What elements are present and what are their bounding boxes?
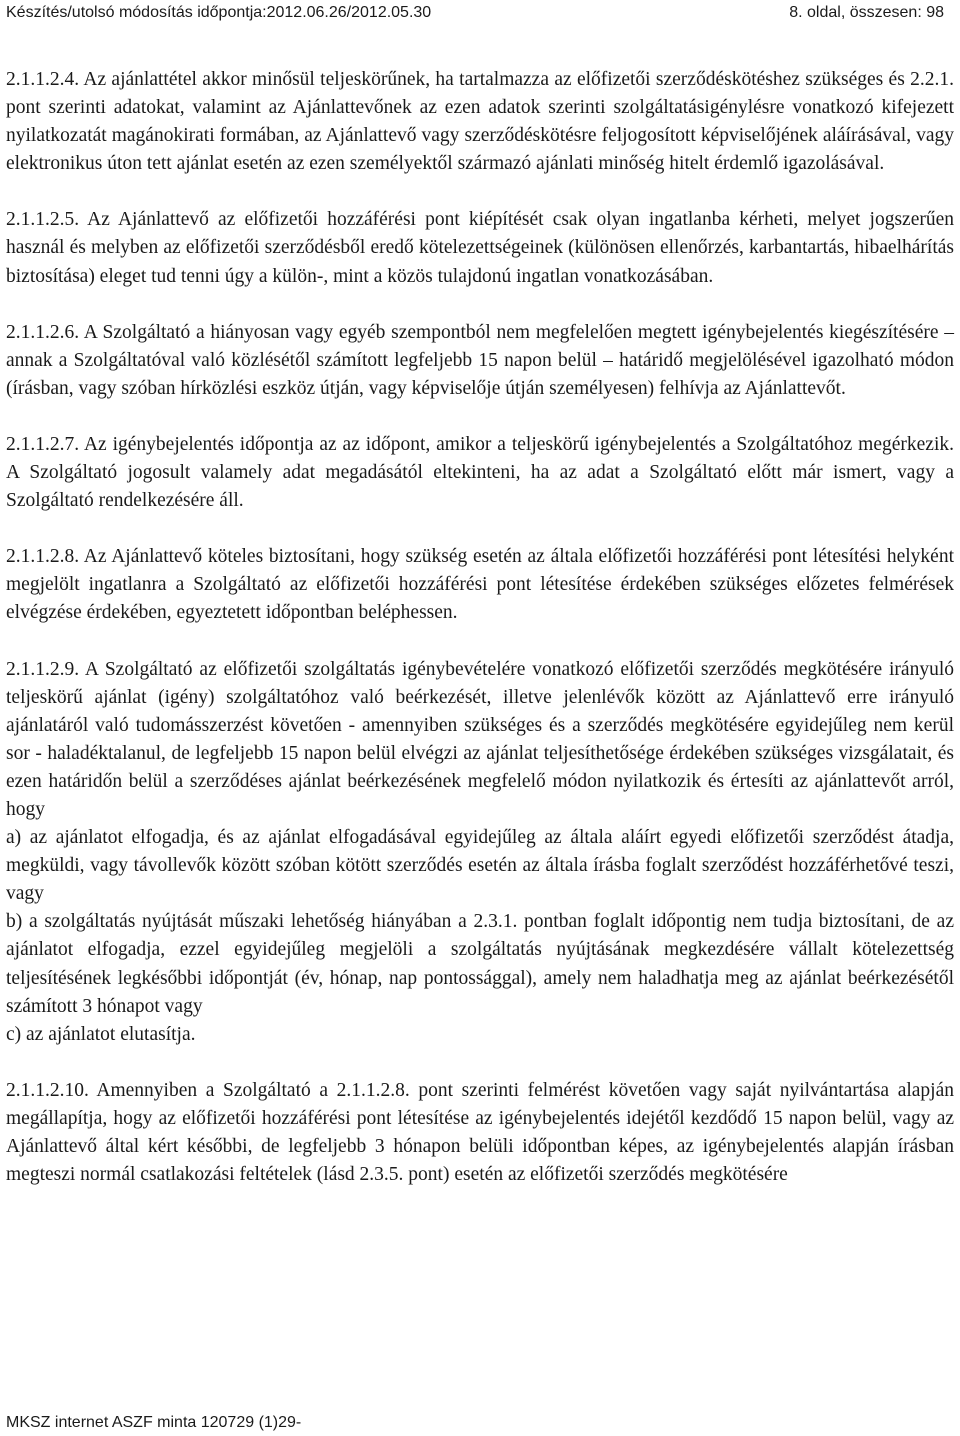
paragraph-2-1-1-2-5: 2.1.1.2.5. Az Ajánlattevő az előfizetői hozzáférési pont kiépítését csak olyan ingatlanba kérheti, melyet jogszerűen használ és melyben az előfizetői szerződésből eredő kötelezettségeinek (különösen ellenőrzés, karbantartás, hibaelhárítás biztosítása) eleget tud tenni úgy a külön-, mint a közös tulajdonú ingatlan vonatkozásában. [6, 209, 954, 287]
page-header [6, 0, 944, 26]
list-item-b: b) a szolgáltatás nyújtását műszaki lehetőség hiányában a 2.3.1. pontban foglalt időpontig nem tudja biztosítani, de az ajánlatot elfogadja, ezzel egyidejűleg megjelöli a szolgáltatás nyújtásának megkezdésére vállalt kötelezettség teljesítésének legkésőbbi időpontját (év, hónap, nap pontossággal), amely nem haladhatja meg az ajánlat beérkezésétől számított 3 hónapot vagy [6, 911, 954, 1017]
paragraph-2-1-1-2-8: 2.1.1.2.8. Az Ajánlattevő köteles biztosítani, hogy szükség esetén az általa előfizetői hozzáférési pont létesítési helyként megjelölt ingatlanra a Szolgáltató az előfizetői hozzáférési pont létesítése érdekében szükséges előzetes felmérések elvégzése érdekében, egyeztetett időpontban beléphessen. [6, 546, 954, 624]
paragraph-2-1-1-2-4: 2.1.1.2.4. Az ajánlattétel akkor minősül teljeskörűnek, ha tartalmazza az előfizetői szerződéskötéshez szükséges és 2.2.1. pont szerinti adatokat, valamint az Ajánlattevőnek az ezen adatok szerinti szolgáltatásigénylésre vonatkozó kifejezett nyilatkozatát magánokirati formában, az Ajánlattevő vagy szerződéskötésre feljogosított képviselőjének aláírásával, vagy elektronikus úton tett ajánlat esetén az ezen személyektől származó ajánlati minőség hitelt érdemlő igazolásával. [6, 69, 954, 175]
page-footer: MKSZ internet ASZF minta 120729 (1)29- [6, 1414, 302, 1431]
paragraph-2-1-1-2-6: 2.1.1.2.6. A Szolgáltató a hiányosan vagy egyéb szempontból nem megfelelően megtett igénybejelentés kiegészítésére – annak a Szolgáltatóval való közlésétől számított legfeljebb 15 napon belül – határidő megjelölésével igazolható módon (írásban, vagy szóban hírközlési eszköz útján, vagy képviselője útján személyesen) felhívja az Ajánlattevőt. [6, 321, 954, 399]
paragraph-2-1-1-2-9: 2.1.1.2.9. A Szolgáltató az előfizetői szolgáltatás igénybevételére vonatkozó előfizetői szerződés megkötésére irányuló teljeskörű ajánlat (igény) szolgáltatóhoz való beérkezését, illetve jelenlévők között az Ajánlattevő erre irányuló ajánlatáról való tudomásszerzést követően - amennyiben szükséges és a szerződés megkötésére egyidejűleg nem kerül sor - haladéktalanul, de legfeljebb 15 napon belül elvégzi az ajánlat teljesíthetősége érdekében szükséges vizsgálatait, és ezen határidőn belül a szerződéses ajánlat beérkezésének megfelelő módon nyilatkozik és értesíti az ajánlattevőt arról, hogy [6, 658, 954, 820]
paragraph-2-1-1-2-7: 2.1.1.2.7. Az igénybejelentés időpontja az az időpont, amikor a teljeskörű igénybejelentés a Szolgáltatóhoz megérkezik. A Szolgáltató jogosult valamely adat megadásától eltekinteni, ha az adat a Szolgáltató előtt már ismert, vagy a Szolgáltató rendelkezésére áll. [6, 433, 954, 512]
paragraph-2-1-1-2-10: 2.1.1.2.10. Amennyiben a Szolgáltató a 2.1.1.2.8. pont szerinti felmérést követően vagy saját nyilvántartása alapján megállapítja, hogy az előfizetői hozzáférési pont létesítése az igénybejelentés idejétől kezdődő 15 napon belül, vagy az Ajánlattevő által kért későbbi, de legfeljebb 3 hónapon belüli időpontban képes, az igénybejelentés alapján írásban megteszi normál csatlakozási feltételek (lásd 2.3.5. pont) esetén az előfizetői szerződés megkötésére [6, 1079, 954, 1186]
header-date: Készítés/utolsó módosítás időpontja:2012.06.26/2012.05.30 [6, 4, 432, 21]
document-body [6, 66, 954, 1217]
list-item-a: a) az ajánlatot elfogadja, és az ajánlat elfogadásával egyidejűleg az általa aláírt egyedi előfizetői szerződést átadja, megküldi, vagy távollevők között szóban kötött szerződés esetén az általa írásba foglalt szerződést hozzáférhetővé teszi, vagy [6, 827, 954, 905]
header-page-number: 8. oldal, összesen: 98 [789, 4, 944, 21]
list-item-c: c) az ajánlatot elutasítja. [6, 1023, 196, 1045]
